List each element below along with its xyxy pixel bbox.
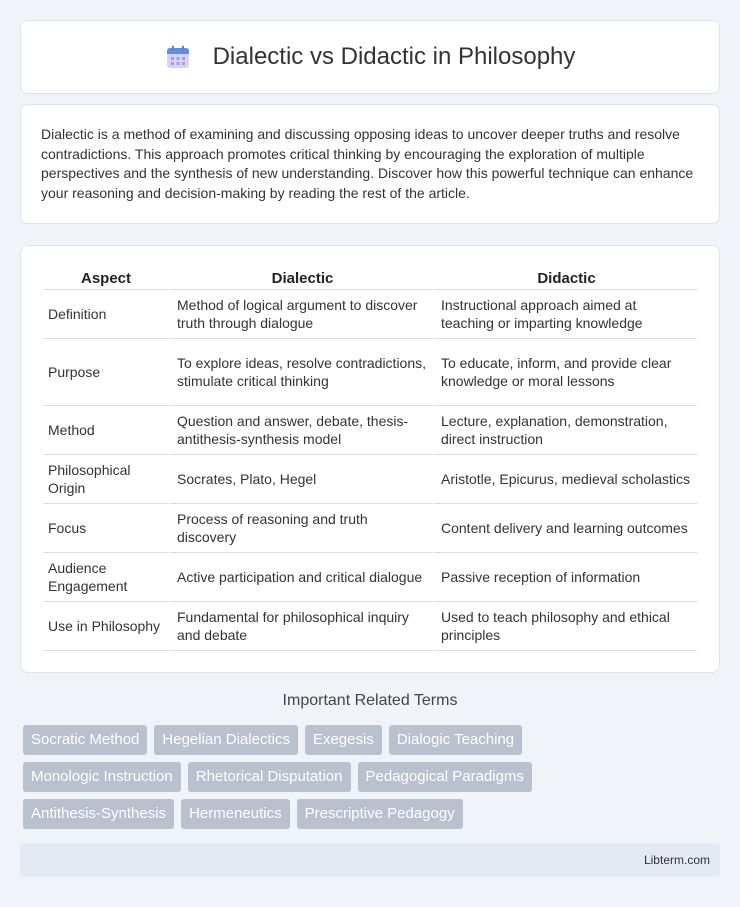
- related-term-tag[interactable]: Hegelian Dialectics: [154, 725, 298, 755]
- table-cell: Lecture, explanation, demonstration, direct instruction: [433, 406, 697, 455]
- table-cell: Used to teach philosophy and ethical principles: [433, 602, 697, 651]
- related-term-tag[interactable]: Hermeneutics: [181, 799, 290, 829]
- table-cell: Active participation and critical dialogue: [169, 553, 433, 602]
- header-card: [20, 20, 720, 94]
- table-row: [43, 406, 697, 455]
- footer: [20, 843, 720, 877]
- table-cell: Instructional approach aimed at teaching or imparting knowledge: [433, 290, 697, 339]
- related-term-tag[interactable]: Monologic Instruction: [23, 762, 181, 792]
- page-title: Dialectic vs Didactic in Philosophy: [212, 43, 576, 70]
- table-cell: Aristotle, Epicurus, medieval scholastics: [433, 455, 697, 504]
- table-row: [43, 290, 697, 339]
- intro-text: Dialectic is a method of examining and discussing opposing ideas to uncover deeper truths and resolve contradictions. This approach promotes critical thinking by encouraging the exploration of multiple perspectives and the synthesis of new understanding. Discover how this powerful technique can enhance your reasoning and decision-making by reading the rest of the article.: [41, 126, 694, 201]
- related-terms-title: Important Related Terms: [282, 692, 458, 709]
- column-header: Aspect: [43, 264, 169, 290]
- intro-card: [20, 104, 720, 224]
- calendar-icon: [165, 44, 191, 70]
- related-term-tag[interactable]: Socratic Method: [23, 725, 147, 755]
- related-term-tag[interactable]: Rhetorical Disputation: [188, 762, 351, 792]
- column-header: Didactic: [433, 264, 697, 290]
- related-term-tag[interactable]: Prescriptive Pedagogy: [297, 799, 463, 829]
- table-cell: Process of reasoning and truth discovery: [169, 504, 433, 553]
- comparison-table-card: [20, 245, 720, 673]
- table-cell: Purpose: [43, 339, 169, 406]
- table-cell: Philosophical Origin: [43, 455, 169, 504]
- table-cell: Focus: [43, 504, 169, 553]
- table-header-row: [43, 264, 697, 290]
- table-row: [43, 602, 697, 651]
- table-cell: Method of logical argument to discover truth through dialogue: [169, 290, 433, 339]
- table-cell: Fundamental for philosophical inquiry and debate: [169, 602, 433, 651]
- table-cell: To explore ideas, resolve contradictions, stimulate critical thinking: [169, 339, 433, 406]
- table-cell: To educate, inform, and provide clear knowledge or moral lessons: [433, 339, 697, 406]
- table-cell: Content delivery and learning outcomes: [433, 504, 697, 553]
- column-header: Dialectic: [169, 264, 433, 290]
- related-term-tag[interactable]: Antithesis-Synthesis: [23, 799, 174, 829]
- related-term-tag[interactable]: Exegesis: [305, 725, 382, 755]
- table-cell: Question and answer, debate, thesis-antithesis-synthesis model: [169, 406, 433, 455]
- table-cell: Use in Philosophy: [43, 602, 169, 651]
- table-row: [43, 339, 697, 406]
- table-row: [43, 553, 697, 602]
- related-terms-tags: [23, 725, 583, 829]
- title-wrap: [165, 43, 576, 71]
- table-cell: Method: [43, 406, 169, 455]
- table-row: [43, 455, 697, 504]
- related-term-tag[interactable]: Dialogic Teaching: [389, 725, 522, 755]
- footer-brand[interactable]: Libterm.com: [643, 853, 710, 867]
- table-cell: Definition: [43, 290, 169, 339]
- table-cell: Audience Engagement: [43, 553, 169, 602]
- table-cell: Socrates, Plato, Hegel: [169, 455, 433, 504]
- table-row: [43, 504, 697, 553]
- related-term-tag[interactable]: Pedagogical Paradigms: [358, 762, 532, 792]
- comparison-table: [43, 264, 697, 651]
- table-cell: Passive reception of information: [433, 553, 697, 602]
